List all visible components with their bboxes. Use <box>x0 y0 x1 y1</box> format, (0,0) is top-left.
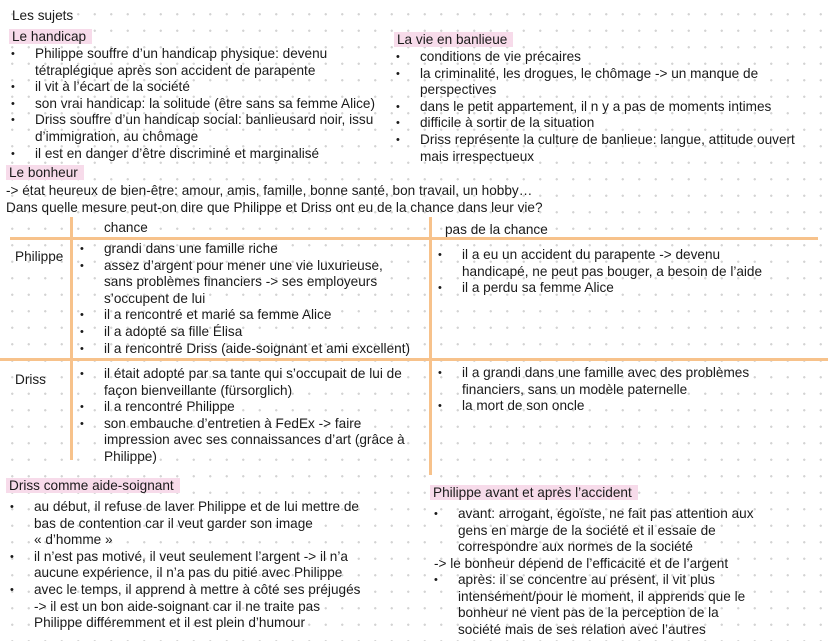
driss-pas-chance-list <box>436 365 749 415</box>
list-item: • il a eu un accident du parapente -> devenu handicapé, ne peut pas bouger, a besoin de l’aide <box>436 247 762 280</box>
aide-heading: Driss comme aide-soignant <box>6 478 180 495</box>
avant-list <box>432 506 754 556</box>
table-line-middle <box>0 358 828 361</box>
list-item: • avec le temps, il apprend à mettre à côté ses préjugés -> il est un bon aide-soignant car il ne traite pas Philippe différemment et il est plein d’humour <box>8 582 360 632</box>
col-header-chance: chance <box>104 220 148 235</box>
bonheur-question: Dans quelle mesure peut-on dire que Philippe et Driss ont eu de la chance dans leur vie? <box>6 200 543 215</box>
list-item: • il est en danger d’être discriminé et marginalisé <box>9 146 375 163</box>
banlieue-heading: La vie en banlieue <box>394 32 513 49</box>
bonheur-definition: -> état heureux de bien-être: amour, amis, famille, bonne santé, bon travail, un hobby… <box>6 183 533 198</box>
col-header-pas-chance: pas de la chance <box>445 222 548 237</box>
list-item: • il a grandi dans une famille avec des problèmes financiers, sans un modèle paternelle <box>436 365 749 398</box>
row-label-driss: Driss <box>15 372 46 387</box>
list-item: • il a rencontré Driss (aide-soignant et ami excellent) <box>78 341 410 358</box>
handicap-list <box>9 46 375 162</box>
list-item: • il a perdu sa femme Alice <box>436 280 762 297</box>
list-item: • il a adopté sa fille Élisa <box>78 324 410 341</box>
table-line-name-col <box>70 217 73 460</box>
list-item: • Driss représente la culture de banlieue: langue, attitude ouvert mais irrespectueux <box>394 132 795 165</box>
bonheur-depend-note: -> le bonheur dépend de l’efficacité et de l’argent <box>434 556 729 571</box>
list-item: • il n’est pas motivé, il veut seulement l’argent -> il n’a aucune expérience, il n’a pas du pitié avec Philippe <box>8 549 360 582</box>
list-item: • difficile à sortir de la situation <box>394 115 795 132</box>
driss-chance-list <box>78 366 405 466</box>
list-item: • Driss souffre d’un handicap social: banlieusard noir, issu d’immigration, au chômage <box>9 112 375 145</box>
list-item: • la criminalité, les drogues, le chômage -> un manque de perspectives <box>394 66 795 99</box>
list-item: • son embauche d’entretien à FedEx -> faire impression avec ses connaissances d’art (grâce à Philippe) <box>78 416 405 466</box>
list-item: • il vit à l’écart de la société <box>9 79 375 96</box>
table-line-top <box>10 237 818 240</box>
list-item: • grandi dans une famille riche <box>78 241 410 258</box>
bonheur-heading: Le bonheur <box>6 165 84 182</box>
list-item: • son vrai handicap: la solitude (être sans sa femme Alice) <box>9 96 375 113</box>
avant-apres-heading: Philippe avant et après l’accident <box>430 485 638 502</box>
row-label-philippe: Philippe <box>15 249 64 264</box>
list-item: • dans le petit appartement, il n y a pas de moments intimes <box>394 99 795 116</box>
list-item: • avant: arrogant, égoïste, ne fait pas attention aux gens en marge de la société et il essaie de correspondre aux normes de la société <box>432 506 754 556</box>
list-item: • Philippe souffre d’un handicap physique: devenu tétraplégique après son accident de parapente <box>9 46 375 79</box>
philippe-chance-list <box>78 241 410 357</box>
handicap-heading: Le handicap <box>9 29 92 46</box>
list-item: • il était adopté par sa tante qui s’occupait de lui de façon bienveillante (fürsorglich) <box>78 366 405 399</box>
list-item: • la mort de son oncle <box>436 398 749 415</box>
list-item: • après: il se concentre au présent, il vit plus intensément/pour le moment, il apprends que le bonheur ne vient pas de la perception de la société mais de ses relation avec l’autres <box>432 572 745 638</box>
list-item: • conditions de vie précaires <box>394 49 795 66</box>
page-title: Les sujets <box>12 8 74 23</box>
list-item: • il a rencontré et marié sa femme Alice <box>78 307 410 324</box>
aide-list <box>8 499 360 632</box>
apres-list <box>432 572 745 638</box>
philippe-pas-chance-list <box>436 247 762 297</box>
table-line-chance-col <box>429 217 432 475</box>
list-item: • il a rencontré Philippe <box>78 399 405 416</box>
list-item: • au début, il refuse de laver Philippe et de lui mettre de bas de contention car il veut garder son image « d’homme » <box>8 499 360 549</box>
list-item: • assez d’argent pour mener une vie luxurieuse, sans problèmes financiers -> ses employeurs s’occupent de lui <box>78 258 410 308</box>
banlieue-list <box>394 49 795 165</box>
